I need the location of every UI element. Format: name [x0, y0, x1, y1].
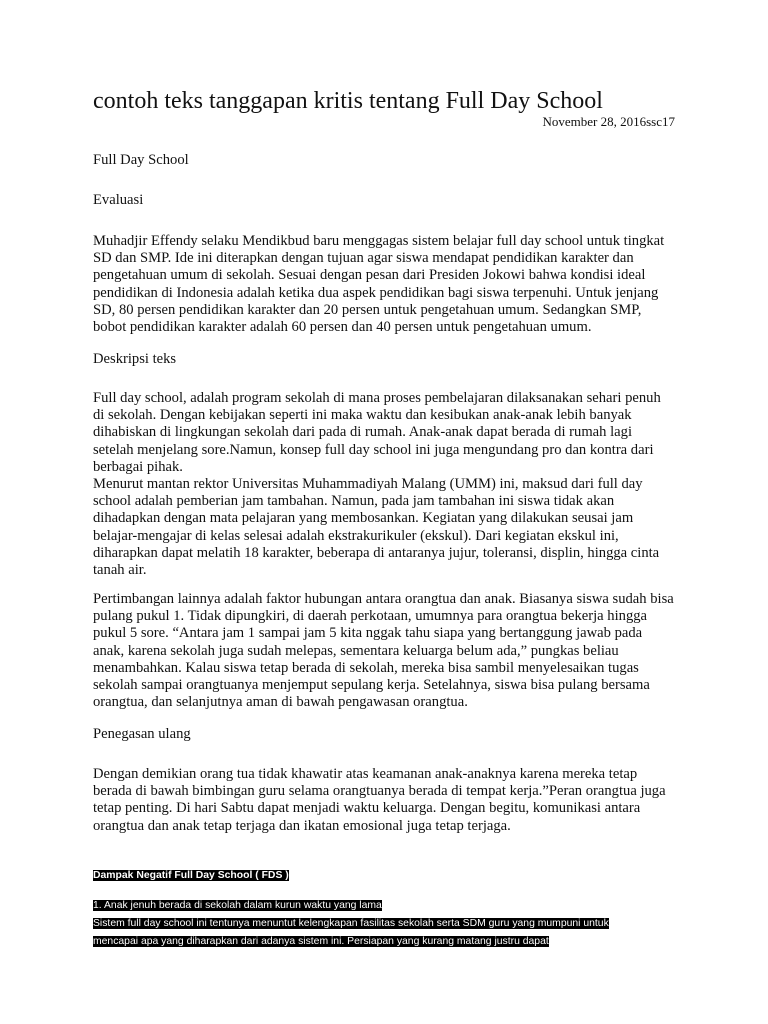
highlight-line-2: mencapai apa yang diharapkan dari adanya sistem ini. Persiapan yang kurang matang justru dapat [93, 936, 549, 947]
section-heading-full-day-school: Full Day School [93, 152, 189, 168]
post-meta: November 28, 2016ssc17 [542, 114, 675, 129]
page-title: contoh teks tanggapan kritis tentang Full Day School [93, 88, 603, 114]
section-heading-evaluasi: Evaluasi [93, 192, 144, 208]
paragraph-pertimbangan [93, 591, 675, 711]
paragraph-deskripsi-text-2: Menurut mantan rektor Universitas Muhammadiyah Malang (UMM) ini, maksud dari full day school adalah pemberian jam tambahan. Namun, pada jam tambahan ini siswa tidak akan dihadapkan dengan mata pelajaran yang membosankan. Kegiatan yang dilakukan seusai jam belajar-mengajar di kelas selesai adalah ekstrakurikuler (ekskul). Dari kegiatan ekskul ini, diharapkan dapat melatih 18 karakter, beberapa di antaranya jujur, toleransi, displin, hingga cinta tanah air. [93, 476, 660, 579]
paragraph-penegasan [93, 766, 675, 835]
highlight-point-1: 1. Anak jenuh berada di sekolah dalam kurun waktu yang lama [93, 900, 382, 911]
section-heading-deskripsi: Deskripsi teks [93, 351, 177, 367]
paragraph-pertimbangan-text: Pertimbangan lainnya adalah faktor hubungan antara orangtua dan anak. Biasanya siswa sudah bisa pulang pukul 1. Tidak dipungkiri, di daerah perkotaan, umumnya para orangtua bekerja hingga pukul 5 sore. “Antara jam 1 sampai jam 5 kita nggak tahu siapa yang bertanggung jawab pada anak, karena sekolah juga sudah melepas, sementara keluarga belum ada,” pungkas beliau menambahkan. Kalau siswa tetap berada di sekolah, mereka bisa sambil menyelesaikan tugas sekolah sampai orangtuanya menjemput sepulang kerja. Setelahnya, siswa bisa pulang bersama orangtua, dan selanjutnya aman di bawah pengawasan orangtua. [93, 591, 674, 711]
highlight-body-block [93, 895, 693, 949]
paragraph-penegasan-text: Dengan demikian orang tua tidak khawatir atas keamanan anak-anaknya karena mereka tetap berada di bawah bimbingan guru selama orangtuanya berada di tempat kerja.”Peran orangtua juga tetap penting. Di hari Sabtu dapat menjadi waktu keluarga. Dengan begitu, komunikasi antara orangtua dan anak tetap terjaga dan ikatan emosional juga tetap terjaga. [93, 766, 666, 834]
paragraph-deskripsi-text-1: Full day school, adalah program sekolah di mana proses pembelajaran dilaksanakan sehari penuh di sekolah. Dengan kebijakan seperti ini maka waktu dan kesibukan anak-anak lebih banyak dihabiskan di lingkungan sekolah dari pada di rumah. Anak-anak dapat berada di rumah lagi setelah menjelang sore.Namun, konsep full day school ini juga mengundang pro dan kontra dari berbagai pihak. [93, 390, 661, 475]
highlight-heading-block [93, 865, 693, 883]
paragraph-evaluasi-text: Muhadjir Effendy selaku Mendikbud baru menggagas sistem belajar full day school untuk tingkat SD dan SMP. Ide ini diterapkan dengan tujuan agar siswa mendapat pendidikan karakter dan pengetahuan umum di sekolah. Sesuai dengan pesan dari Presiden Jokowi bahwa kondisi ideal pendidikan di Indonesia adalah ketika dua aspek pendidikan bagi siswa terpenuhi. Untuk jenjang SD, 80 persen pendidikan karakter dan 20 persen untuk pengetahuan umum. Sedangkan SMP, bobot pendidikan karakter adalah 60 persen dan 40 persen untuk pengetahuan umum. [93, 233, 665, 336]
highlight-line-1: Sistem full day school ini tentunya menuntut kelengkapan fasilitas sekolah serta SDM guru yang mumpuni untuk [93, 918, 609, 929]
paragraph-evaluasi [93, 233, 675, 336]
highlight-heading: Dampak Negatif Full Day School ( FDS ) [93, 870, 289, 881]
section-heading-penegasan: Penegasan ulang [93, 726, 191, 742]
paragraph-deskripsi [93, 390, 675, 579]
